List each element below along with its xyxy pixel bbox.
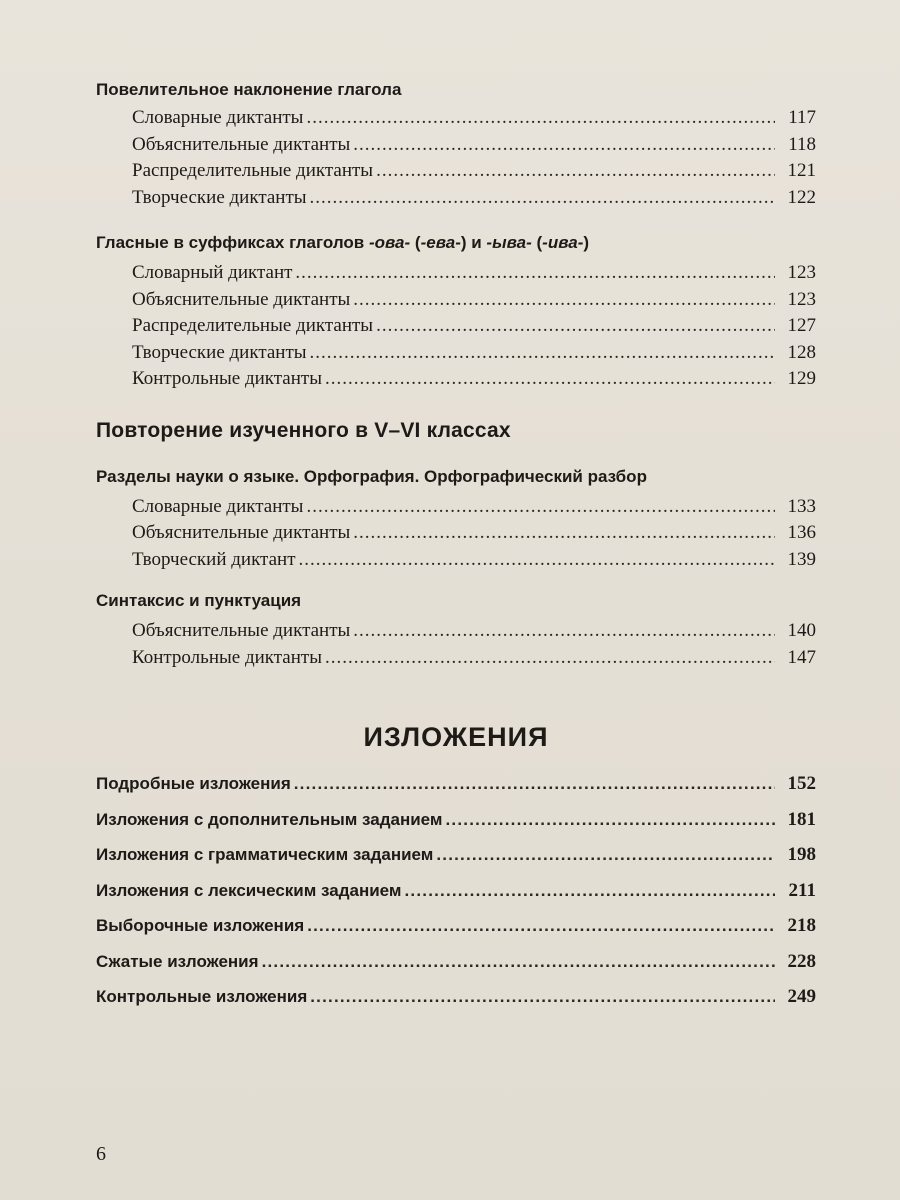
entry-page: 181 bbox=[787, 808, 816, 830]
entry-list bbox=[96, 618, 816, 671]
dot-leader bbox=[306, 105, 775, 132]
dot-leader bbox=[436, 837, 775, 873]
entry-list bbox=[96, 766, 816, 1015]
entry-page: 152 bbox=[787, 773, 816, 794]
toc-entry[interactable] bbox=[96, 802, 816, 838]
heading-text: Гласные в суффиксах глаголов bbox=[96, 233, 369, 252]
toc-entry[interactable] bbox=[96, 618, 816, 645]
toc-entry[interactable] bbox=[96, 366, 816, 393]
page-number: 6 bbox=[96, 1143, 106, 1165]
dot-leader bbox=[310, 185, 775, 212]
heading-suffix: -ыва- bbox=[486, 233, 532, 252]
section-heading-syntax: Синтаксис и пунктуация bbox=[96, 591, 302, 610]
entry-page: 129 bbox=[787, 368, 816, 389]
heading-suffix: -ева- bbox=[420, 233, 461, 252]
dot-leader bbox=[353, 287, 775, 314]
dot-leader bbox=[310, 340, 775, 367]
entry-page: 123 bbox=[787, 262, 816, 283]
entry-list bbox=[96, 494, 816, 574]
entry-page: 139 bbox=[787, 548, 816, 570]
entry-label: Словарный диктант bbox=[132, 262, 293, 283]
dot-leader bbox=[376, 158, 775, 185]
entry-page: 218 bbox=[787, 915, 816, 936]
toc-entry[interactable] bbox=[96, 158, 816, 185]
dot-leader bbox=[353, 520, 775, 547]
entry-page: 117 bbox=[788, 107, 816, 128]
toc-entry[interactable] bbox=[96, 645, 816, 672]
toc-entry[interactable] bbox=[96, 494, 816, 521]
heading-text: ) и bbox=[460, 233, 487, 252]
dot-leader bbox=[295, 260, 775, 287]
section-title-izlozheniya: ИЗЛОЖЕНИЯ bbox=[363, 722, 549, 752]
entry-label: Подробные изложения bbox=[96, 774, 291, 793]
entry-page: 136 bbox=[787, 522, 816, 543]
toc-entry[interactable] bbox=[96, 340, 816, 367]
entry-label: Творческий диктант bbox=[132, 548, 296, 570]
entry-page: 198 bbox=[787, 844, 816, 865]
entry-page: 128 bbox=[787, 341, 816, 363]
entry-page: 123 bbox=[787, 288, 816, 310]
toc-entry[interactable] bbox=[96, 979, 816, 1015]
entry-page: 122 bbox=[787, 186, 816, 208]
dot-leader bbox=[310, 979, 775, 1015]
dot-leader bbox=[353, 618, 775, 645]
toc-entry[interactable] bbox=[96, 260, 816, 287]
dot-leader bbox=[306, 494, 775, 521]
section-heading-imperative bbox=[96, 78, 816, 102]
entry-label: Изложения с дополнительным заданием bbox=[96, 809, 443, 829]
entry-label: Объяснительные диктанты bbox=[132, 620, 351, 641]
entry-label: Распределительные диктанты bbox=[132, 315, 374, 336]
toc-entry[interactable] bbox=[96, 766, 816, 802]
toc-entry[interactable] bbox=[96, 873, 816, 909]
entry-label: Контрольные диктанты bbox=[132, 646, 322, 668]
entry-label: Творческие диктанты bbox=[132, 341, 307, 363]
heading-text: ) bbox=[583, 233, 590, 252]
toc-entry[interactable] bbox=[96, 313, 816, 340]
toc-entry[interactable] bbox=[96, 185, 816, 212]
entry-label: Контрольные диктанты bbox=[132, 368, 322, 389]
toc-entry[interactable] bbox=[96, 944, 816, 980]
dot-leader bbox=[353, 132, 775, 159]
heading-suffix: -ова- bbox=[368, 233, 411, 252]
toc-entry[interactable] bbox=[96, 132, 816, 159]
section-heading-suffixes bbox=[96, 231, 816, 255]
heading-text: Повелительное наклонение глагола bbox=[96, 80, 402, 99]
entry-page: 118 bbox=[788, 133, 816, 155]
entry-label: Объяснительные диктанты bbox=[132, 522, 351, 543]
entry-label: Объяснительные диктанты bbox=[132, 288, 351, 310]
entry-label: Выборочные изложения bbox=[96, 916, 305, 935]
dot-leader bbox=[299, 547, 776, 574]
entry-page: 133 bbox=[787, 495, 816, 517]
heading-suffix: -ива- bbox=[542, 233, 584, 252]
entry-label: Словарные диктанты bbox=[132, 107, 304, 128]
entry-label: Сжатые изложения bbox=[96, 951, 259, 971]
toc-entry[interactable] bbox=[96, 520, 816, 547]
entry-label: Контрольные изложения bbox=[96, 987, 308, 1006]
entry-label: Изложения с лексическим заданием bbox=[96, 880, 402, 900]
entry-page: 147 bbox=[787, 646, 816, 668]
entry-label: Словарные диктанты bbox=[132, 495, 304, 517]
dot-leader bbox=[325, 366, 775, 393]
toc-entry[interactable] bbox=[96, 287, 816, 314]
dot-leader bbox=[405, 873, 776, 909]
entry-page: 211 bbox=[788, 879, 816, 901]
heading-text: ( bbox=[410, 233, 421, 252]
toc-entry[interactable] bbox=[96, 837, 816, 873]
entry-page: 140 bbox=[787, 620, 816, 641]
dot-leader bbox=[294, 766, 775, 802]
entry-label: Изложения с грамматическим заданием bbox=[96, 845, 434, 864]
dot-leader bbox=[376, 313, 775, 340]
dot-leader bbox=[325, 645, 775, 672]
dot-leader bbox=[446, 802, 776, 838]
table-of-contents bbox=[96, 78, 816, 1015]
entry-list bbox=[96, 260, 816, 393]
entry-page: 121 bbox=[787, 160, 816, 181]
section-heading-review: Повторение изученного в V–VI классах bbox=[96, 418, 511, 442]
entry-page: 228 bbox=[787, 950, 816, 972]
entry-label: Распределительные диктанты bbox=[132, 160, 374, 181]
section-heading-orthography: Разделы науки о языке. Орфография. Орфографический разбор bbox=[96, 466, 647, 486]
toc-entry[interactable] bbox=[96, 105, 816, 132]
dot-leader bbox=[307, 908, 775, 944]
toc-entry[interactable] bbox=[96, 908, 816, 944]
toc-entry[interactable] bbox=[96, 547, 816, 574]
dot-leader bbox=[262, 944, 775, 980]
heading-text: ( bbox=[531, 233, 543, 252]
entry-list bbox=[96, 105, 816, 211]
entry-page: 127 bbox=[787, 315, 816, 336]
entry-page: 249 bbox=[787, 986, 816, 1007]
entry-label: Творческие диктанты bbox=[132, 186, 307, 208]
entry-label: Объяснительные диктанты bbox=[132, 133, 351, 155]
